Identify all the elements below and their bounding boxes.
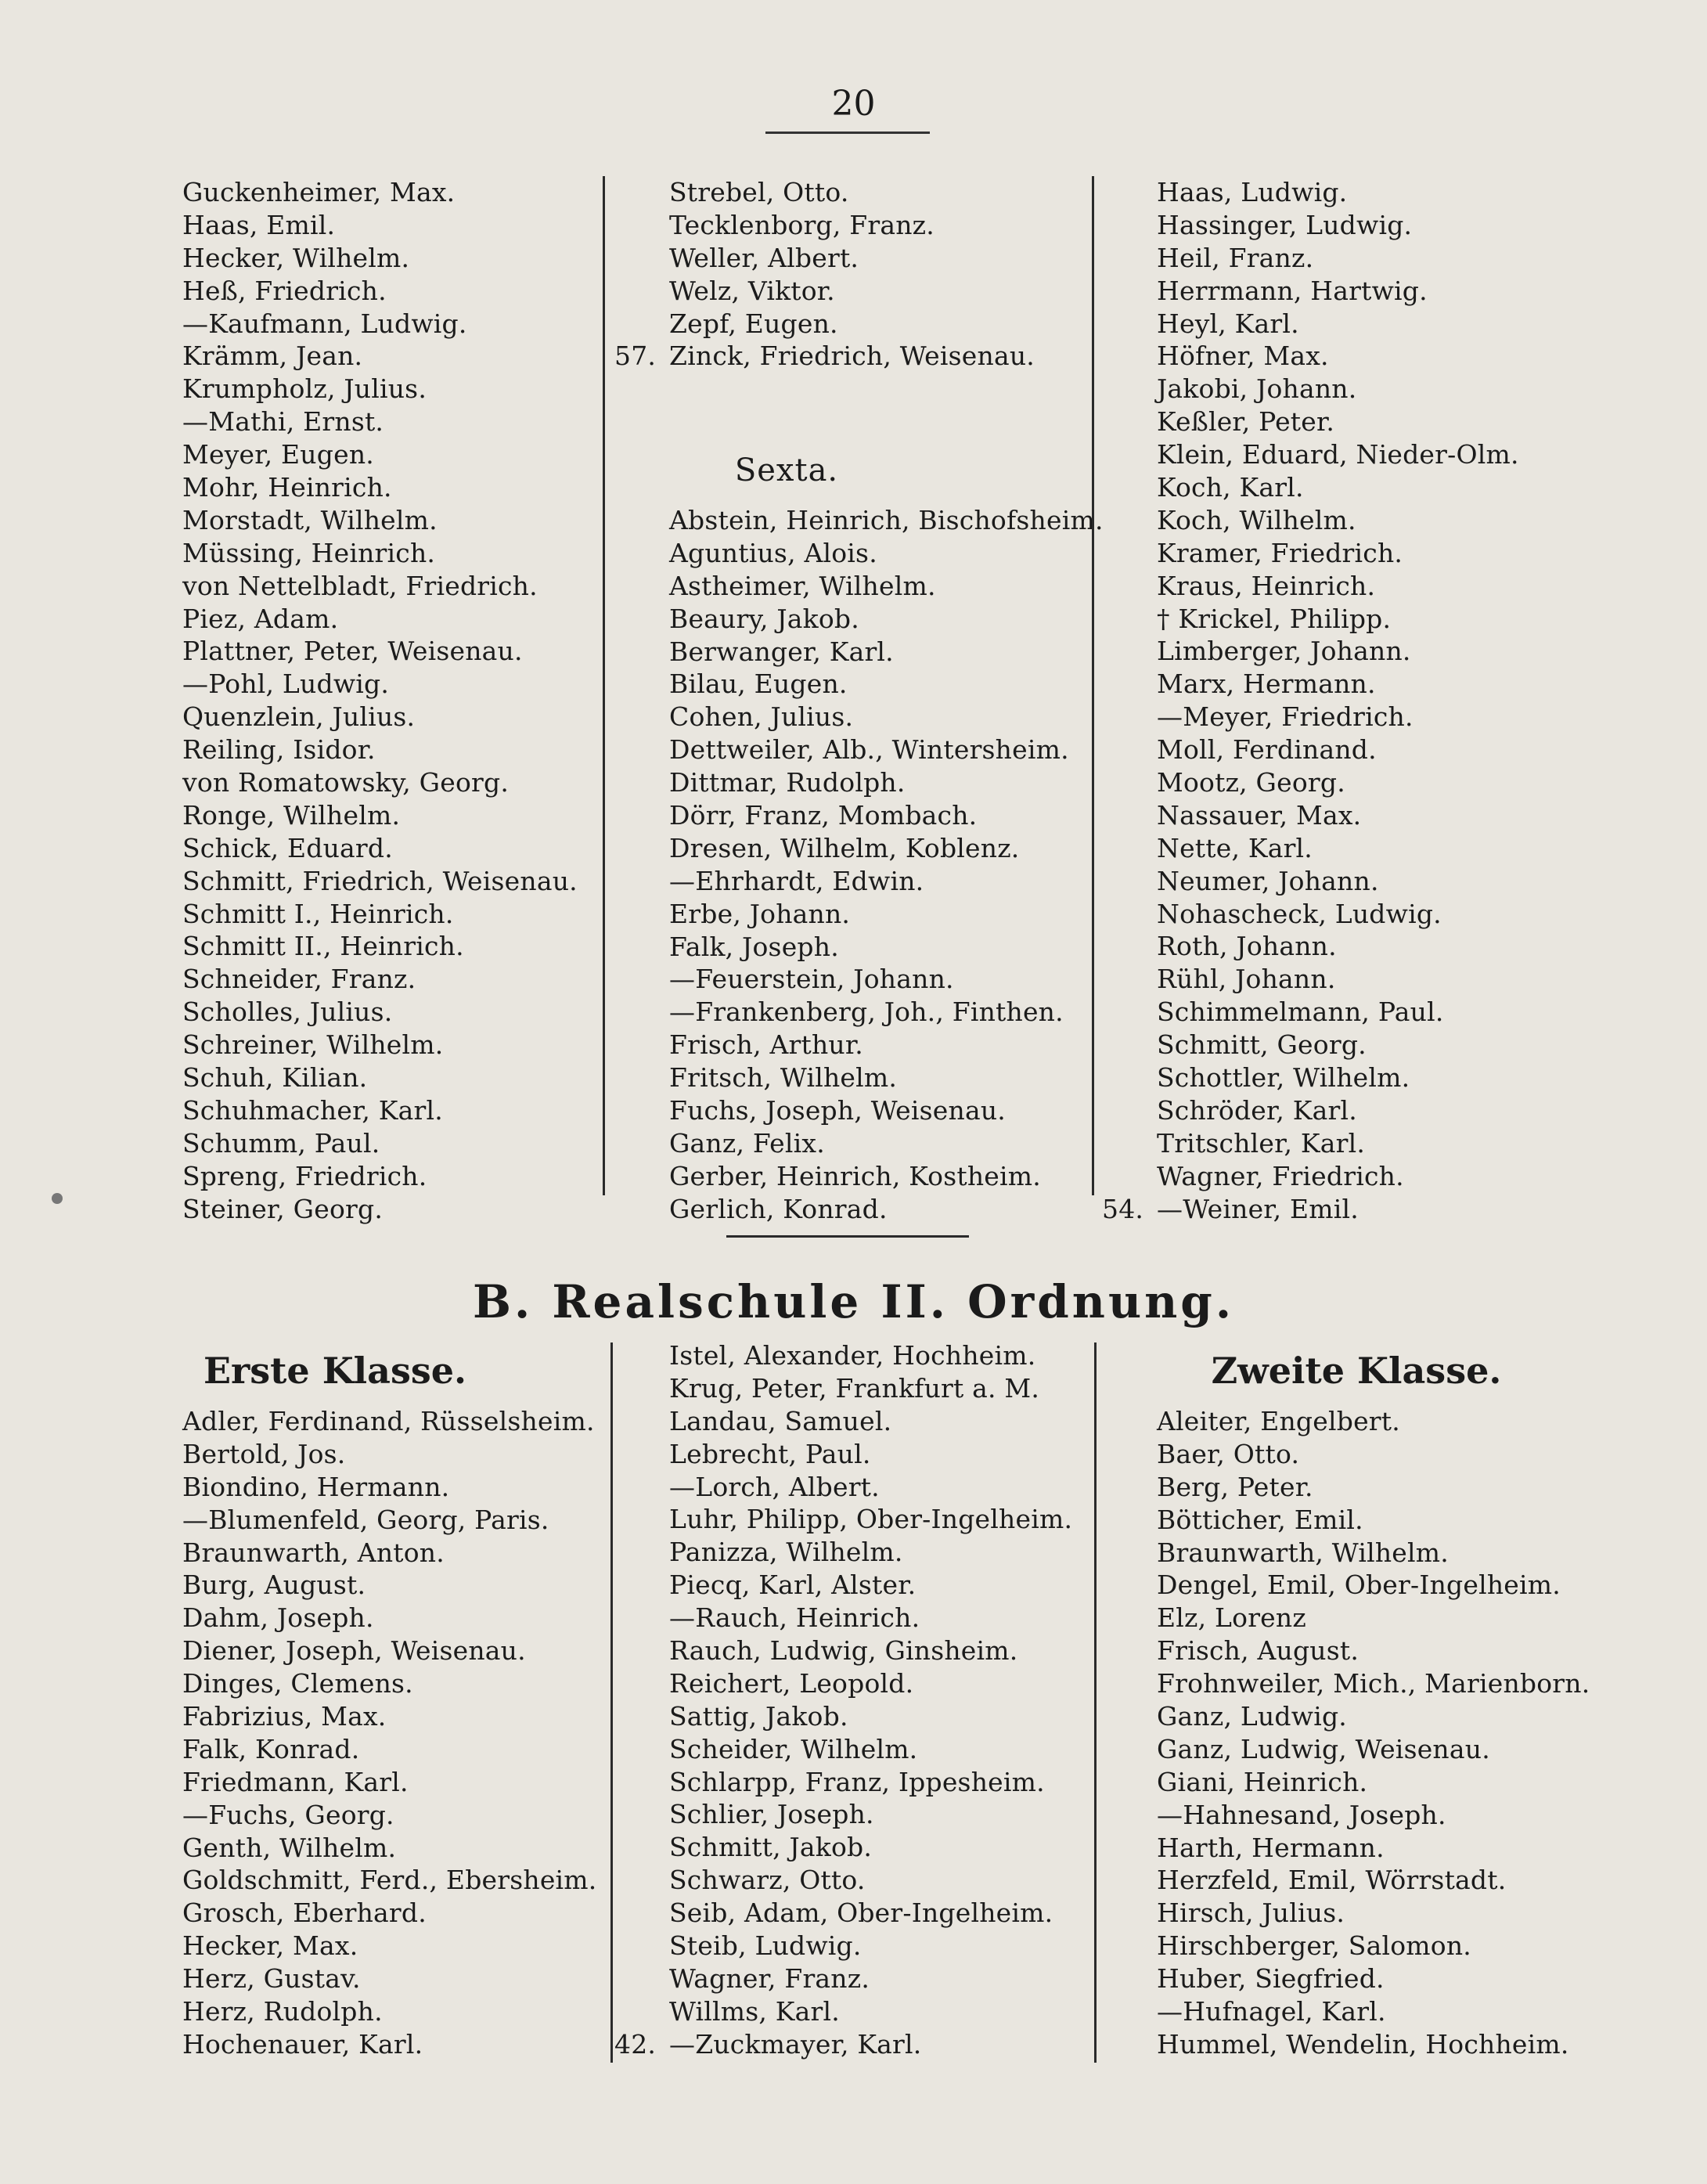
list-item: Steiner, Georg. xyxy=(182,1193,384,1224)
list-item: Ronge, Wilhelm. xyxy=(182,799,401,831)
list-item-text: Zinck, Friedrich, Weisenau. xyxy=(669,341,1035,372)
list-item: Ganz, Ludwig, Weisenau. xyxy=(1157,1733,1490,1764)
list-item: Lebrecht, Paul. xyxy=(669,1438,871,1469)
list-item: Schmitt, Georg. xyxy=(1157,1029,1367,1061)
list-item: Dörr, Franz, Mombach. xyxy=(669,799,978,831)
list-item: Kramer, Friedrich. xyxy=(1157,537,1403,568)
column-divider xyxy=(1092,176,1094,1195)
list-item: Erbe, Johann. xyxy=(669,898,851,929)
list-item: Braunwarth, Anton. xyxy=(182,1537,445,1568)
list-item: Dahm, Joseph. xyxy=(182,1602,374,1634)
list-item: Schneider, Franz. xyxy=(182,964,416,995)
list-item: —Mathi, Ernst. xyxy=(182,406,384,438)
list-item: Höfner, Max. xyxy=(1157,341,1329,372)
list-item: Fritsch, Wilhelm. xyxy=(669,1062,898,1094)
list-item: —Blumenfeld, Georg, Paris. xyxy=(182,1504,549,1535)
column-divider xyxy=(603,176,605,1195)
list-item: Tecklenborg, Franz. xyxy=(669,209,935,240)
sexta-heading: Sexta. xyxy=(734,452,839,489)
count-number: 42. xyxy=(614,2028,657,2060)
list-item: Morstadt, Wilhelm. xyxy=(182,504,438,535)
list-item: Bilau, Eugen. xyxy=(669,669,848,700)
count-number: 54. xyxy=(1102,1193,1144,1224)
list-item: Hassinger, Ludwig. xyxy=(1157,209,1413,240)
list-item: Herz, Gustav. xyxy=(182,1963,361,1995)
list-item-numbered xyxy=(614,2028,1072,2061)
list-item: Hochenauer, Karl. xyxy=(182,2028,423,2060)
list-item: Cohen, Julius. xyxy=(669,701,854,733)
list-item: Roth, Johann. xyxy=(1157,931,1337,962)
list-item-numbered xyxy=(614,340,1104,373)
list-item: Huber, Siegfried. xyxy=(1157,1963,1385,1995)
list-item: —Pohl, Ludwig. xyxy=(182,669,390,700)
list-item: Baer, Otto. xyxy=(1157,1438,1300,1469)
list-item: Schreiner, Wilhelm. xyxy=(182,1029,444,1061)
list-item: Plattner, Peter, Weisenau. xyxy=(182,636,523,667)
list-item: —Kaufmann, Ludwig. xyxy=(182,308,467,339)
list-item: Schottler, Wilhelm. xyxy=(1157,1062,1410,1094)
list-item: Krumpholz, Julius. xyxy=(182,373,427,405)
top-column-3 xyxy=(1102,176,1519,1226)
count-number: 57. xyxy=(614,341,657,372)
list-item: Schlier, Joseph. xyxy=(669,1799,874,1830)
list-item: Landau, Samuel. xyxy=(669,1405,892,1436)
list-item: Schmitt, Friedrich, Weisenau. xyxy=(182,865,578,896)
list-item-numbered xyxy=(1102,1193,1519,1226)
list-item: Luhr, Philipp, Ober-Ingelheim. xyxy=(669,1504,1073,1535)
list-item: Schlarpp, Franz, Ippesheim. xyxy=(669,1766,1045,1797)
list-item: Strebel, Otto. xyxy=(669,177,849,207)
list-item: Berwanger, Karl. xyxy=(669,636,894,667)
list-item: Schick, Eduard. xyxy=(182,832,393,863)
list-item: —Ehrhardt, Edwin. xyxy=(669,865,924,896)
list-item: Schmitt II., Heinrich. xyxy=(182,931,464,962)
bottom-column-2 xyxy=(614,1339,1073,2061)
list-item: Harth, Hermann. xyxy=(1157,1832,1385,1863)
list-item: Heil, Franz. xyxy=(1157,242,1314,273)
list-item: Jakobi, Johann. xyxy=(1157,373,1357,405)
list-item: Gerlich, Konrad. xyxy=(669,1193,888,1224)
list-item: Giani, Heinrich. xyxy=(1157,1766,1368,1797)
list-item: Steib, Ludwig. xyxy=(669,1930,862,1962)
list-item: Guckenheimer, Max. xyxy=(182,177,456,207)
list-item: Hecker, Max. xyxy=(182,1930,358,1962)
list-item: Heß, Friedrich. xyxy=(182,275,387,306)
list-item: Aguntius, Alois. xyxy=(669,537,877,568)
list-item: Herrmann, Hartwig. xyxy=(1157,275,1428,306)
list-item: von Nettelbladt, Friedrich. xyxy=(182,570,538,601)
list-item: Kraus, Heinrich. xyxy=(1157,570,1376,601)
list-item: Panizza, Wilhelm. xyxy=(669,1537,903,1568)
list-item: Berg, Peter. xyxy=(1157,1471,1313,1502)
list-item: Rühl, Johann. xyxy=(1157,964,1336,995)
list-item: Schmitt, Jakob. xyxy=(669,1832,873,1863)
list-item: Mohr, Heinrich. xyxy=(182,472,392,503)
list-item: —Frankenberg, Joh., Finthen. xyxy=(669,996,1064,1028)
page-number: 20 xyxy=(831,84,876,124)
list-item: Schuhmacher, Karl. xyxy=(182,1094,443,1126)
list-item: † Krickel, Philipp. xyxy=(1157,603,1392,634)
list-item: Krämm, Jean. xyxy=(182,341,363,372)
list-item: Nette, Karl. xyxy=(1157,832,1313,863)
list-item: Schimmelmann, Paul. xyxy=(1157,996,1444,1028)
list-item: Genth, Wilhelm. xyxy=(182,1832,397,1863)
list-item: von Romatowsky, Georg. xyxy=(182,767,510,798)
list-item: Herzfeld, Emil, Wörrstadt. xyxy=(1157,1865,1507,1896)
list-item: Dettweiler, Alb., Wintersheim. xyxy=(669,734,1069,766)
list-item: Falk, Joseph. xyxy=(669,931,839,962)
list-item: —Hufnagel, Karl. xyxy=(1157,1996,1386,2027)
list-item: Meyer, Eugen. xyxy=(182,439,374,470)
list-item: —Meyer, Friedrich. xyxy=(1157,701,1413,733)
list-item: Bötticher, Emil. xyxy=(1157,1504,1363,1535)
list-item: Hecker, Wilhelm. xyxy=(182,242,410,273)
section-rule xyxy=(726,1235,969,1238)
list-item: Hirschberger, Salomon. xyxy=(1157,1930,1471,1962)
list-item: Beaury, Jakob. xyxy=(669,603,859,634)
list-item: Ganz, Felix. xyxy=(669,1127,825,1159)
list-item: Schumm, Paul. xyxy=(182,1127,380,1159)
list-item: Tritschler, Karl. xyxy=(1157,1127,1366,1159)
list-item: Dittmar, Rudolph. xyxy=(669,767,906,798)
list-item: Seib, Adam, Ober-Ingelheim. xyxy=(669,1897,1053,1929)
column-divider xyxy=(610,1342,613,2063)
list-item: Ganz, Ludwig. xyxy=(1157,1701,1347,1732)
list-item: Piez, Adam. xyxy=(182,603,339,634)
list-item: Frisch, August. xyxy=(1157,1635,1359,1667)
list-item: —Fuchs, Georg. xyxy=(182,1799,394,1830)
list-item: Diener, Joseph, Weisenau. xyxy=(182,1635,526,1667)
list-item: Piecq, Karl, Alster. xyxy=(669,1570,917,1601)
page-number-rule xyxy=(765,132,930,134)
ink-spot xyxy=(52,1193,63,1204)
section-title: B. Realschule II. Ordnung. xyxy=(472,1275,1235,1328)
list-item: Wagner, Friedrich. xyxy=(1157,1160,1404,1191)
top-column-2 xyxy=(614,176,1104,1226)
list-item: Koch, Wilhelm. xyxy=(1157,504,1356,535)
list-item-text: —Weiner, Emil. xyxy=(1157,1193,1359,1224)
bottom-column-1 xyxy=(182,1405,597,2061)
list-item: Klein, Eduard, Nieder-Olm. xyxy=(1157,439,1519,470)
list-item: Müssing, Heinrich. xyxy=(182,537,436,568)
list-item: Scheider, Wilhelm. xyxy=(669,1733,918,1764)
list-item: Quenzlein, Julius. xyxy=(182,701,416,733)
list-item: Schuh, Kilian. xyxy=(182,1062,368,1094)
list-item: Astheimer, Wilhelm. xyxy=(669,570,936,601)
list-item: Moll, Ferdinand. xyxy=(1157,734,1377,766)
list-item: Istel, Alexander, Hochheim. xyxy=(669,1340,1036,1371)
list-item: Falk, Konrad. xyxy=(182,1733,360,1764)
list-item: Neumer, Johann. xyxy=(1157,865,1379,896)
list-item: Herz, Rudolph. xyxy=(182,1996,383,2027)
list-item: Fuchs, Joseph, Weisenau. xyxy=(669,1094,1006,1126)
list-item: Krug, Peter, Frankfurt a. M. xyxy=(669,1372,1040,1404)
list-item: Rauch, Ludwig, Ginsheim. xyxy=(669,1635,1018,1667)
list-item: Zepf, Eugen. xyxy=(669,308,838,339)
list-item: Mootz, Georg. xyxy=(1157,767,1345,798)
list-item: Gerber, Heinrich, Kostheim. xyxy=(669,1160,1041,1191)
zweite-klasse-heading: Zweite Klasse. xyxy=(1211,1350,1502,1392)
list-item: Marx, Hermann. xyxy=(1157,669,1376,700)
list-item: Koch, Karl. xyxy=(1157,472,1304,503)
list-item: Haas, Emil. xyxy=(182,209,336,240)
list-item: —Hahnesand, Joseph. xyxy=(1157,1799,1446,1830)
list-item: Dengel, Emil, Ober-Ingelheim. xyxy=(1157,1570,1561,1601)
bottom-column-3 xyxy=(1157,1405,1590,2061)
list-item: —Feuerstein, Johann. xyxy=(669,964,954,995)
list-item: Biondino, Hermann. xyxy=(182,1471,450,1502)
list-item: Reichert, Leopold. xyxy=(669,1667,914,1699)
list-item: Schröder, Karl. xyxy=(1157,1094,1357,1126)
list-item: Adler, Ferdinand, Rüsselsheim. xyxy=(182,1406,595,1436)
list-item: Reiling, Isidor. xyxy=(182,734,376,766)
list-item: Welz, Viktor. xyxy=(669,275,835,306)
list-item: Willms, Karl. xyxy=(669,1995,840,2027)
list-item: Dresen, Wilhelm, Koblenz. xyxy=(669,832,1020,863)
list-item: Hummel, Wendelin, Hochheim. xyxy=(1157,2028,1569,2060)
list-item: Frohnweiler, Mich., Marienborn. xyxy=(1157,1668,1590,1699)
list-item: Limberger, Johann. xyxy=(1157,636,1411,667)
list-item: Wagner, Franz. xyxy=(669,1962,870,1994)
list-item: Nohascheck, Ludwig. xyxy=(1157,898,1442,929)
list-item: Elz, Lorenz xyxy=(1157,1602,1306,1634)
spacer xyxy=(669,373,1104,438)
list-item: Spreng, Friedrich. xyxy=(182,1160,427,1191)
top-column-1 xyxy=(182,176,578,1226)
column-divider xyxy=(1094,1342,1097,2063)
list-item: Goldschmitt, Ferd., Ebersheim. xyxy=(182,1865,597,1896)
list-item: Schwarz, Otto. xyxy=(669,1865,866,1896)
list-item: —Lorch, Albert. xyxy=(669,1471,880,1502)
list-item: Friedmann, Karl. xyxy=(182,1766,409,1797)
list-item: Nassauer, Max. xyxy=(1157,799,1362,831)
list-item: Bertold, Jos. xyxy=(182,1438,346,1469)
list-item: Keßler, Peter. xyxy=(1157,406,1335,438)
list-item-text: —Zuckmayer, Karl. xyxy=(669,2028,922,2060)
list-item: Braunwarth, Wilhelm. xyxy=(1157,1537,1449,1568)
erste-klasse-heading: Erste Klasse. xyxy=(203,1350,467,1392)
list-item: Schmitt I., Heinrich. xyxy=(182,898,454,929)
list-item: Scholles, Julius. xyxy=(182,996,393,1028)
list-item: —Rauch, Heinrich. xyxy=(669,1602,920,1634)
list-item: Heyl, Karl. xyxy=(1157,308,1299,339)
list-item: Abstein, Heinrich, Bischofsheim. xyxy=(669,504,1104,535)
list-item: Hirsch, Julius. xyxy=(1157,1897,1345,1929)
list-item: Grosch, Eberhard. xyxy=(182,1897,427,1929)
list-item: Haas, Ludwig. xyxy=(1157,177,1348,207)
list-item: Sattig, Jakob. xyxy=(669,1700,848,1732)
list-item: Burg, August. xyxy=(182,1570,366,1601)
list-item: Aleiter, Engelbert. xyxy=(1157,1406,1400,1436)
list-item: Fabrizius, Max. xyxy=(182,1701,387,1732)
list-item: Weller, Albert. xyxy=(669,242,859,273)
list-item: Frisch, Arthur. xyxy=(669,1029,863,1061)
list-item: Dinges, Clemens. xyxy=(182,1668,413,1699)
